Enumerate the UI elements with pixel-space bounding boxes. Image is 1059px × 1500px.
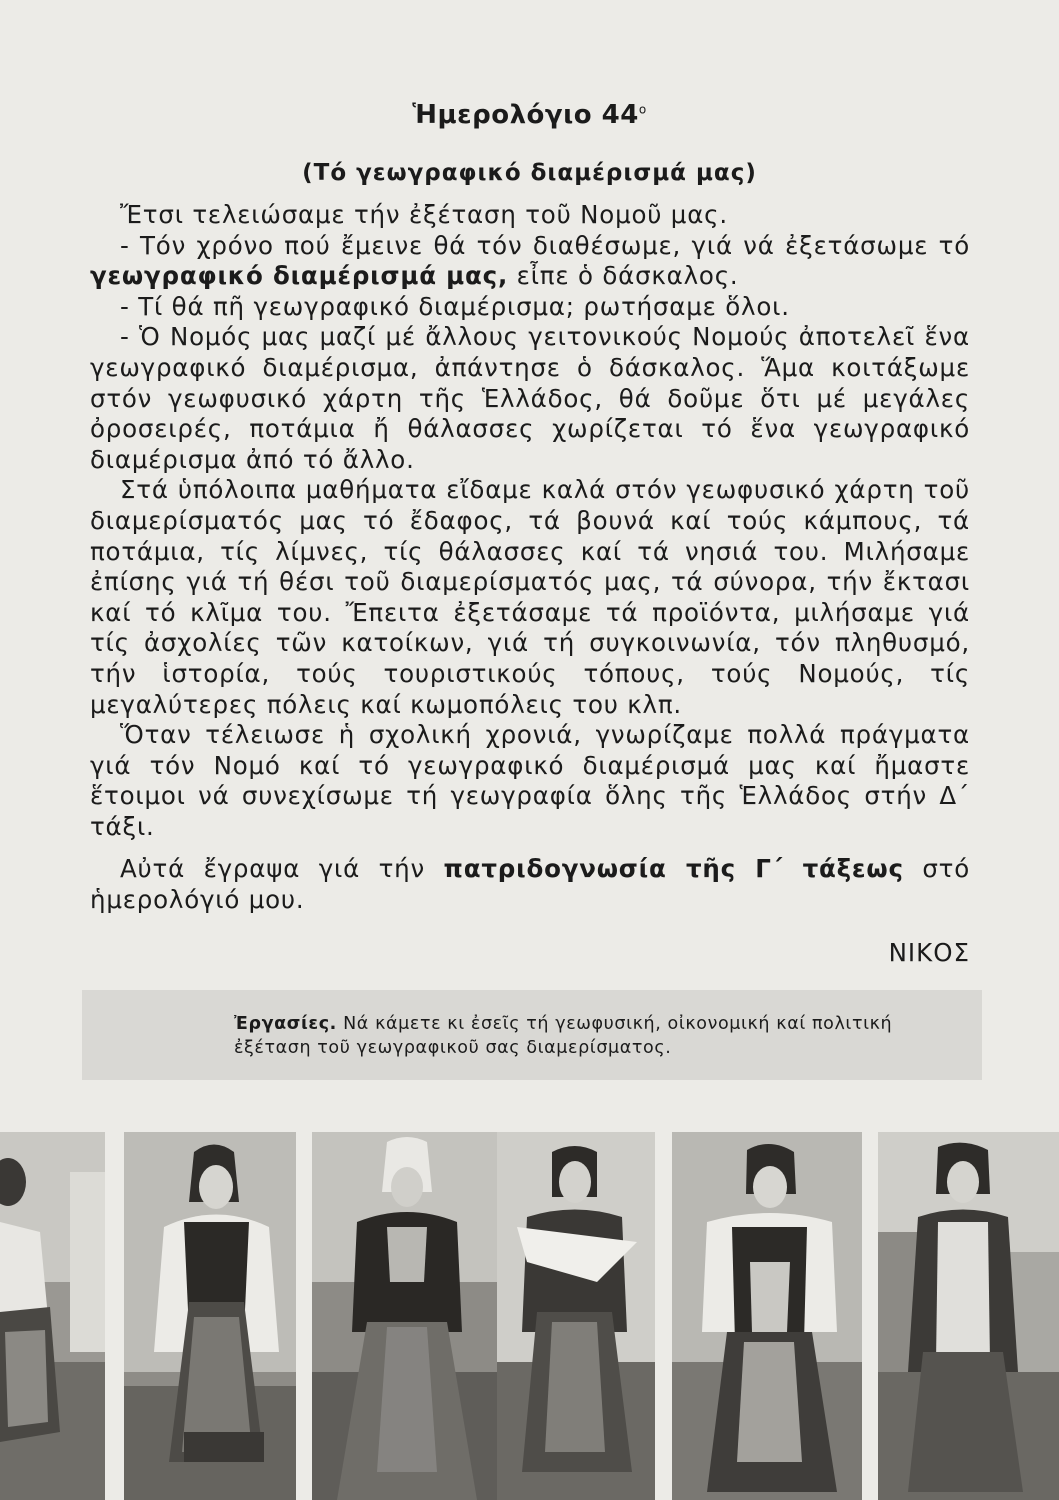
tasks-content: [234, 1012, 954, 1060]
title-superscript: ο: [638, 102, 647, 117]
title-text: Ἡμερολόγιο 44: [412, 100, 639, 130]
costume-photo-4: [497, 1132, 655, 1500]
paragraph-2-start: - Τόν χρόνο πού ἔμεινε θά τόν διαθέσωμε, γιά νά ἐξετάσωμε τό: [120, 230, 970, 260]
costume-photo-2: [124, 1132, 296, 1500]
paragraph-2-end: εἶπε ὁ δάσκαλος.: [516, 261, 739, 291]
paragraph-7: [90, 854, 970, 915]
paragraph-1: Ἔτσι τελειώσαμε τήν ἐξέταση τοῦ Νομοῦ μας.: [120, 200, 728, 229]
paragraph-2: [90, 231, 970, 292]
paragraph-6: Ὅταν τέλειωσε ἡ σχολική χρονιά, γνωρίζαμε πολλά πράγματα γιά τόν Νομό καί τό γεωγραφικό διαμέρισμά μας καί ἤμαστε ἕτοιμοι νά συνεχίσωμε τή γεωγραφία ὅλης τῆς Ἑλλάδος στήν Δ΄ τάξι.: [90, 720, 970, 841]
paragraph-5: Στά ὑπόλοιπα μαθήματα εἴδαμε καλά στόν γεωφυσικό χάρτη τοῦ διαμερίσματός μας τό ἔδαφος, τά βουνά καί τούς κάμπους, τά ποτάμια, τίς λίμνες, τίς θάλασσες καί τά νησιά του. Μιλήσαμε ἐπίσης γιά τή θέσι τοῦ διαμερίσματός μας, τά σύνορα, τήν ἔκτασι καί τό κλῖμα του. Ἔπειτα ἐξετάσαμε τά προϊόντα, μιλήσαμε γιά τίς ἀσχολίες τῶν κατοίκων, γιά τή συγκοινωνία, τόν πληθυσμό, τήν ἱστορία, τούς τουριστικούς τόπους, τούς Νομούς, τίς μεγαλύτερες πόλεις καί κωμοπόλεις του κλπ.: [90, 475, 970, 719]
paragraph-3: - Τί θά πῆ γεωγραφικό διαμέρισμα; ρωτήσαμε ὅλοι.: [120, 291, 790, 321]
paragraph-7-bold: πατριδογνωσία τῆς Γ΄ τάξεως: [443, 854, 904, 884]
signature: ΝΙΚΟΣ: [888, 937, 970, 967]
paragraph-2-bold: γεωγραφικό διαμέρισμά μας,: [90, 261, 509, 291]
costume-photo-3: [312, 1132, 498, 1500]
costume-photo-6: [878, 1132, 1059, 1500]
diary-text: [90, 200, 970, 968]
tasks-box: [82, 990, 982, 1080]
paragraph-4: - Ὁ Νομός μας μαζί μέ ἄλλους γειτονικούς Νομούς ἀποτελεῖ ἕνα γεωγραφικό διαμέρισμα, ἀπάντησε ὁ δάσκαλος. Ἅμα κοιτάξωμε στόν γεωφυσικό χάρτη τῆς Ἑλλάδος, θά δοῦμε ὅτι μέ μεγάλες ὀροσειρές, ποτάμια ἤ θάλασσες χωρίζεται τό ἕνα γεωγραφικό διαμέρισμα ἀπό τό ἄλλο.: [90, 322, 970, 474]
paragraph-7-end: στό ἡμερολόγιό μου.: [90, 854, 971, 915]
costume-photo-5: [672, 1132, 862, 1500]
page-title: [0, 100, 1059, 130]
tasks-text: Νά κάμετε κι ἐσεῖς τή γεωφυσική, οἰκονομική καί πολιτική ἐξέταση τοῦ γεωγραφικοῦ σας διαμερίσματος.: [234, 1014, 893, 1058]
paragraph-7-start: Αὐτά ἔγραψα γιά τήν: [120, 854, 425, 884]
tasks-label: Ἐργασίες.: [234, 1014, 337, 1034]
page-subtitle: (Τό γεωγραφικό διαμέρισμά μας): [302, 160, 757, 186]
costume-photo-1: [0, 1132, 105, 1500]
costume-photo-strip: [0, 1132, 1059, 1500]
